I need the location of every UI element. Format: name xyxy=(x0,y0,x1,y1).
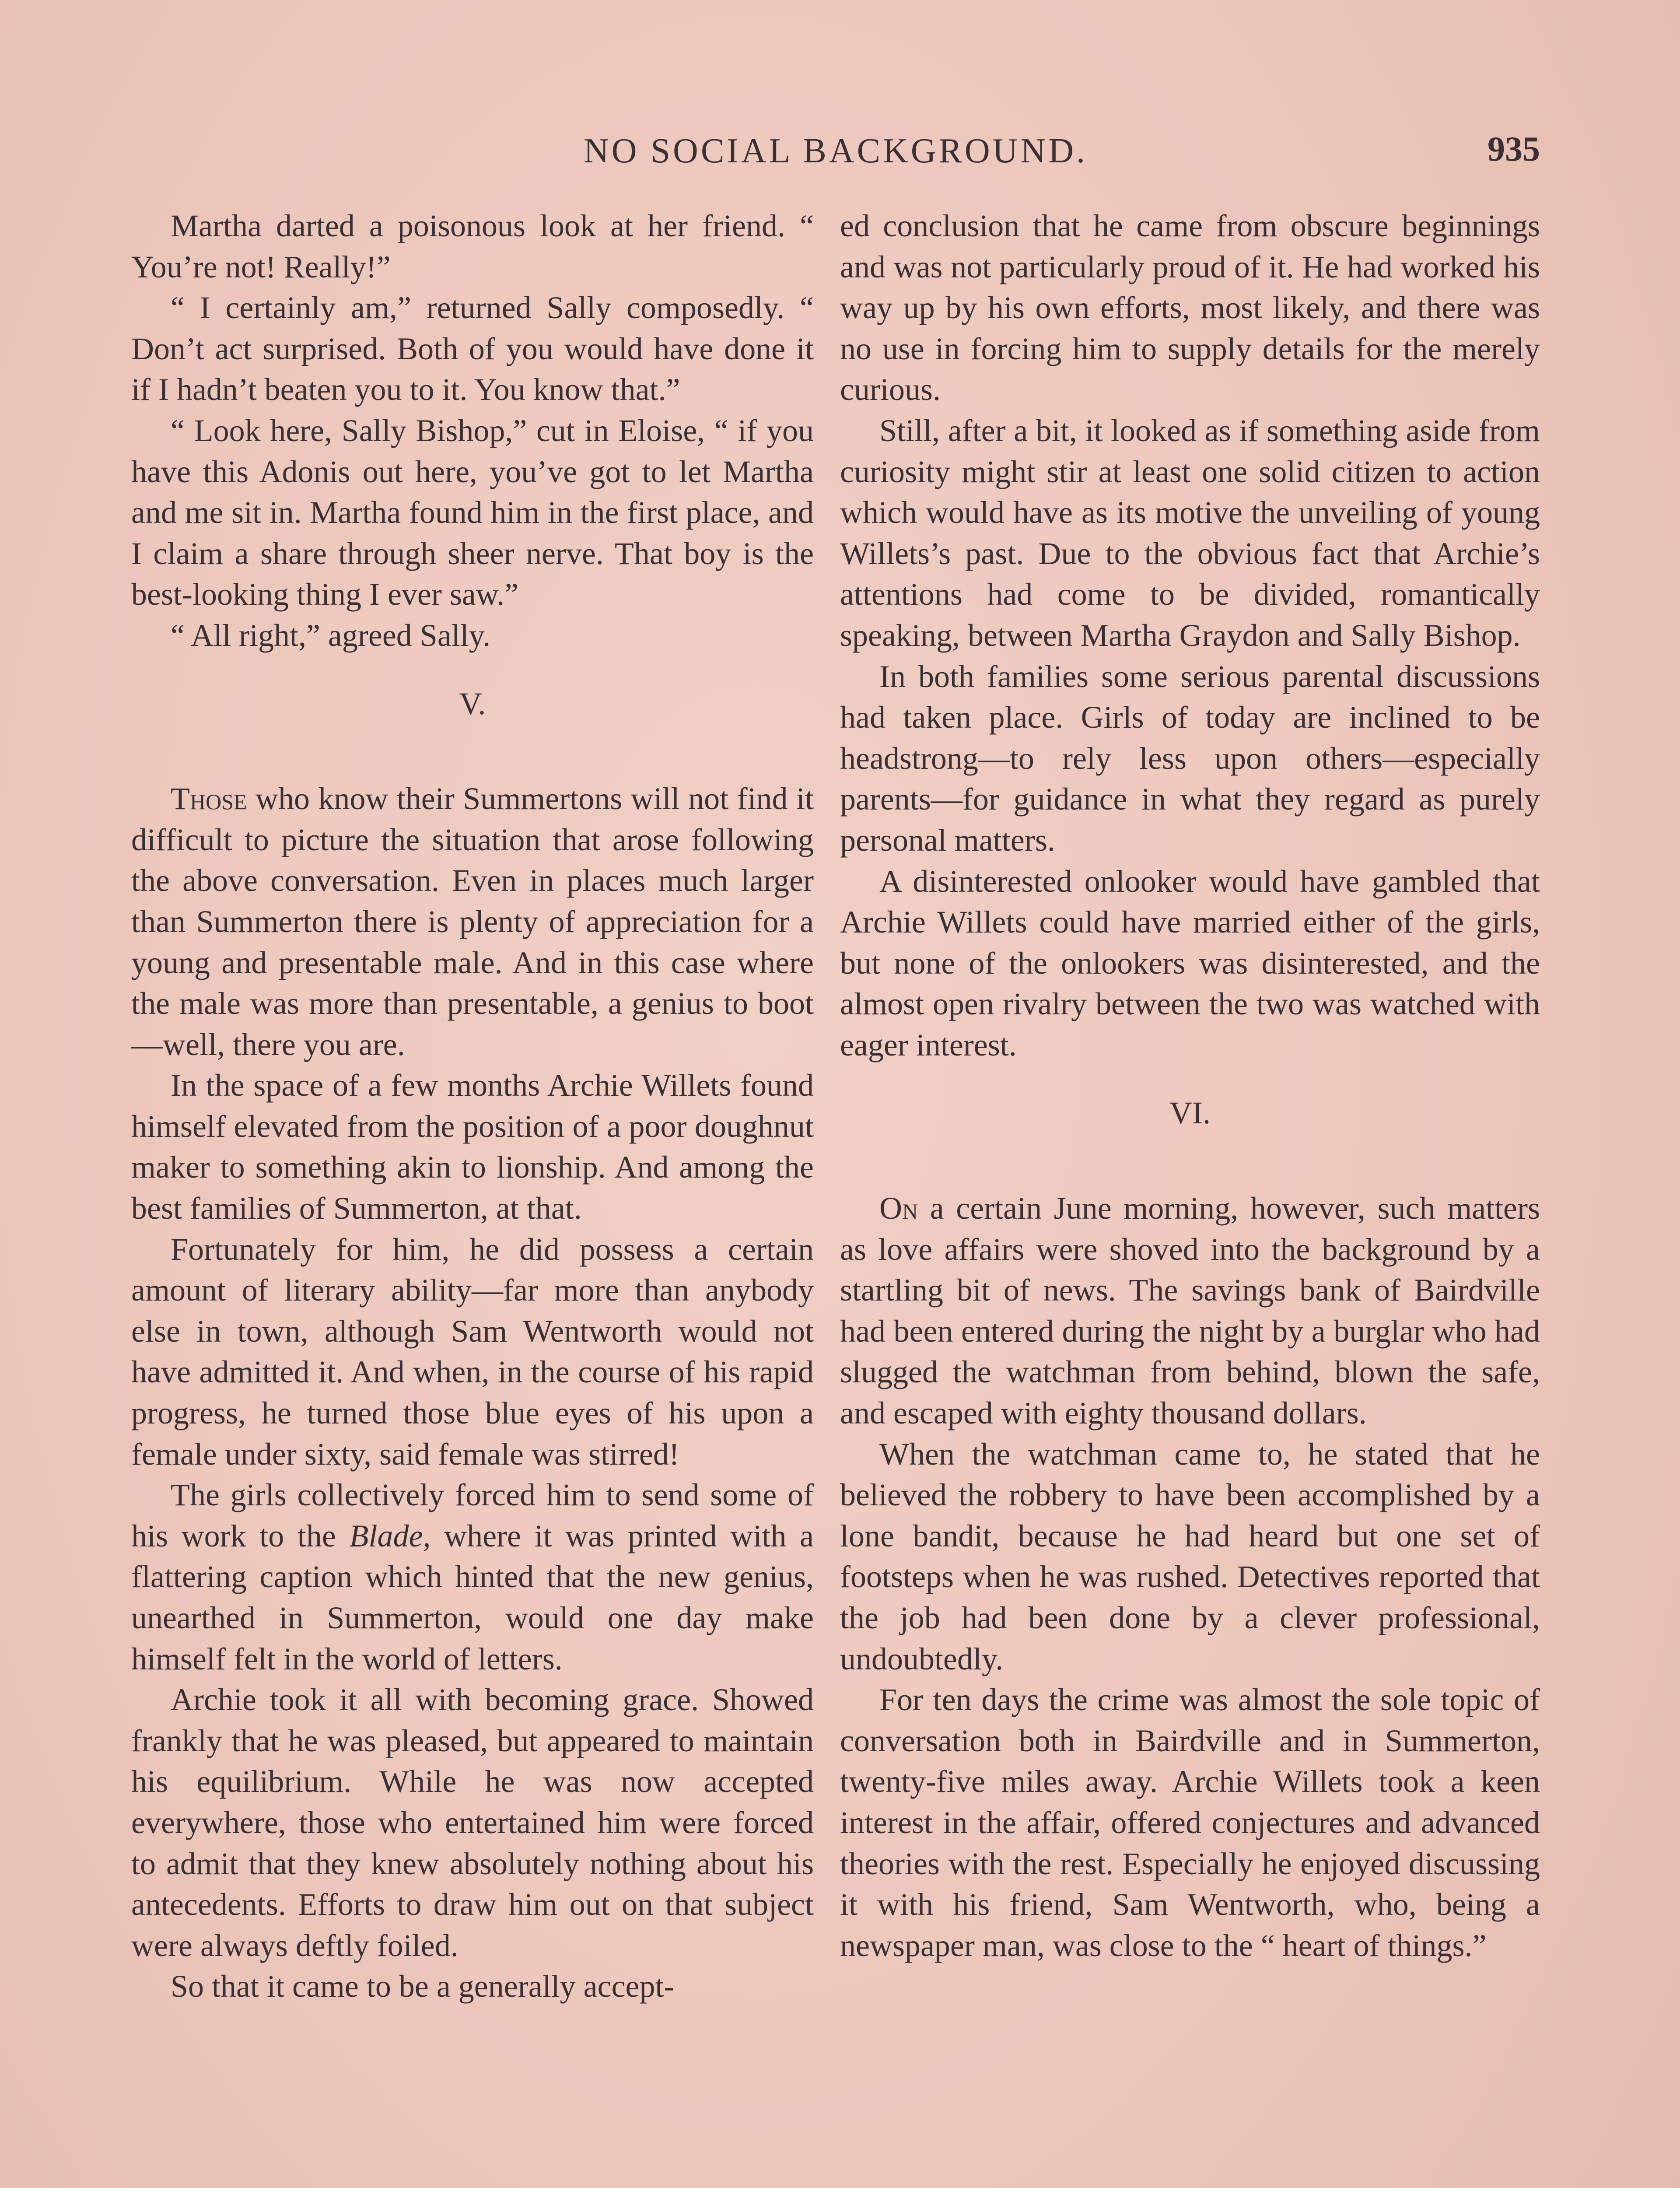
paragraph: ed conclusion that he came from obscure beginnings and was not particularly proud of it. He had worked his way up by his own efforts, most likely, and there was no use in forcing him to supply details for the merely curious. xyxy=(840,208,1540,407)
left-column xyxy=(131,206,814,2007)
lead-word: Those xyxy=(171,781,247,817)
paragraph: “ I certainly am,” returned Sally composedly. “ Don’t act surprised. Both of you would have done it if I hadn’t beaten you to it. You know that.” xyxy=(131,290,814,407)
page-number: 935 xyxy=(1488,130,1540,168)
paragraph: So that it came to be a generally accept- xyxy=(171,1969,675,2004)
publication-title: Blade, xyxy=(349,1518,431,1553)
paragraph xyxy=(840,1188,1540,1434)
right-column xyxy=(840,206,1540,1966)
paragraph-text: where it was printed with a flattering caption which hinted that the new genius, unearthed in Summerton, would one day make himself felt in the world of letters. xyxy=(131,1518,814,1676)
paragraph-text: The girls collectively forced him to send some of his work to the xyxy=(131,1477,814,1553)
paragraph: In the space of a few months Archie Willets found himself elevated from the position of a poor doughnut maker to something akin to lionship. And among the best families of Summerton, at that. xyxy=(131,1068,814,1226)
paragraph-text: a certain June morning, however, such matters as love affairs were shoved into the background by a startling bit of news. The savings bank of Bairdville had been entered during the night by a burglar who had slugged the watchman from behind, blown the safe, and escaped with eighty thousand dollars. xyxy=(840,1191,1540,1431)
paragraph-text: who know their Summertons will not find it difficult to picture the situation that arose following the above conversation. Even in places much larger than Summerton there is plenty of appreciation for a young and presentable male. And in this case where the male was more than presentable, a genius to boot—well, there you are. xyxy=(131,781,814,1062)
paragraph: Martha darted a poisonous look at her friend. “ You’re not! Really!” xyxy=(131,208,814,284)
paragraph: “ Look here, Sally Bishop,” cut in Eloise, “ if you have this Adonis out here, you’ve got to let Martha and me sit in. Martha found him in the first place, and I claim a share through sheer nerve. That boy is the best-looking thing I ever saw.” xyxy=(131,413,814,612)
paragraph: Still, after a bit, it looked as if something aside from curiosity might stir at least one solid citizen to action which would have as its motive the unveiling of young Willets’s past. Due to the obvious fact that Archie’s attentions had come to be divided, romantically speaking, between Martha Graydon and Sally Bishop. xyxy=(840,413,1540,653)
paragraph: A disinterested onlooker would have gambled that Archie Willets could have married either of the girls, but none of the onlookers was disinterested, and the almost open rivalry between the two was watched with eager interest. xyxy=(840,863,1540,1062)
paragraph: For ten days the crime was almost the sole topic of conversation both in Bairdville and in Summerton, twenty-five miles away. Archie Willets took a keen interest in the affair, offered conjectures and advanced theories with the rest. Especially he enjoyed discussing it with his friend, Sam Wentworth, who, being a newspaper man, was close to the “ heart of things.” xyxy=(840,1682,1540,1963)
section-heading-vi: VI. xyxy=(1169,1095,1211,1131)
page-header xyxy=(131,127,1540,179)
running-title: NO SOCIAL BACKGROUND. xyxy=(584,132,1088,170)
paragraph: Fortunately for him, he did possess a certain amount of literary ability—far more than anybody else in town, although Sam Wentworth would not have admitted it. And when, in the course of his rapid progress, he turned those blue eyes of his upon a female under sixty, said female was stirred! xyxy=(131,1231,814,1472)
paragraph xyxy=(131,1475,814,1680)
paragraph: In both families some serious parental discussions had taken place. Girls of today are inclined to be headstrong—to rely less upon others—especially parents—for guidance in what they regard as purely personal matters. xyxy=(840,659,1540,858)
paragraph: When the watchman came to, he stated that he believed the robbery to have been accomplished by a lone bandit, because he had heard but one set of footsteps when he was rushed. Detectives reported that the job had been done by a clever professional, undoubtedly. xyxy=(840,1436,1540,1676)
section-heading-v: V. xyxy=(459,686,486,721)
paragraph: “ All right,” agreed Sally. xyxy=(171,617,491,653)
paragraph xyxy=(131,778,814,1065)
lead-word: On xyxy=(879,1191,918,1226)
paragraph: Archie took it all with becoming grace. Showed frankly that he was pleased, but appeared to maintain his equilibrium. While he was now accepted everywhere, those who entertained him were forced to admit that they knew absolutely nothing about his antecedents. Efforts to draw him out on that subject were always deftly foiled. xyxy=(131,1682,814,1963)
